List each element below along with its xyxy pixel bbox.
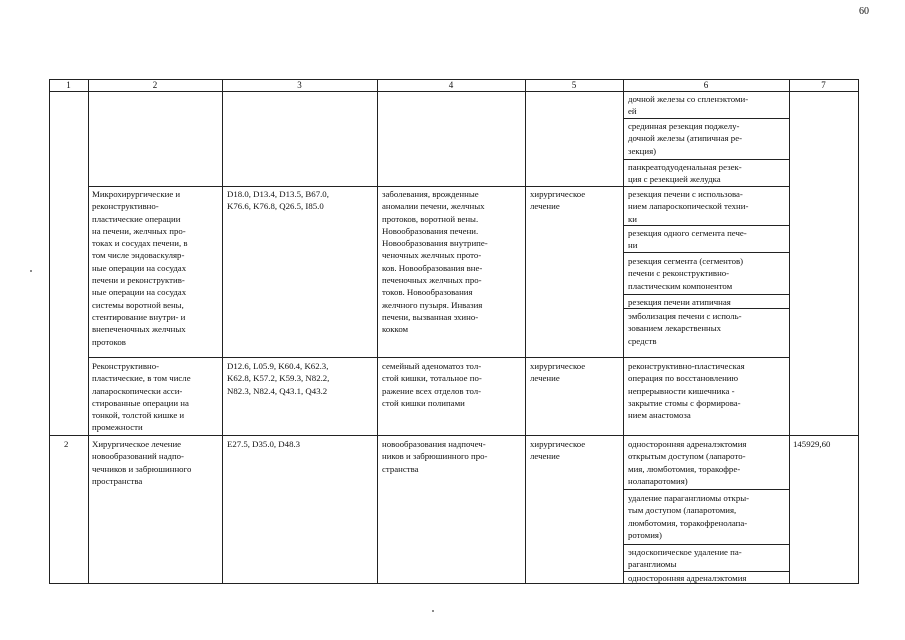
col-border: [49, 79, 50, 584]
scan-dot: [30, 270, 32, 272]
care-type-cell: Микрохирургические и реконструктивно- пластические операции на печени, желчных про- токах и сосудах печени, в том числе эндоваскуляр- ные операции на сосудах печени и реконструктив- ные операции на сосудах системы воротной вены, стентирование внутри- и внепеченочных желчных протоков: [92, 189, 188, 347]
subrow-border: [623, 252, 789, 253]
header-bottom-border: [49, 91, 858, 92]
method-cell: реконструктивно-пластическая операция по восстановлению непрерывности кишечника - закрытие стомы с формирова- нием анастомоза: [628, 361, 745, 421]
treatment-type-cell: хирургическое лечение: [530, 439, 586, 462]
subrow-border: [623, 225, 789, 226]
method-cell: односторонняя адреналэктомия открытым доступом (лапарото- мия, люмботомия, торакофре- нолапаротомия): [628, 439, 747, 486]
col-border: [377, 79, 378, 584]
subrow-border: [623, 294, 789, 295]
col-border: [623, 79, 624, 584]
method-cell: односторонняя адреналэктомия: [628, 573, 747, 583]
method-cell: резекция сегмента (сегментов) печени с реконструктивно- пластическим компонентом: [628, 256, 744, 291]
care-type-cell: Реконструктивно- пластические, в том числе лапароскопически асси- стированные операции на тонкой, толстой кишке и промежности: [92, 361, 191, 433]
col-border: [789, 79, 790, 584]
header-col-2: 2: [152, 80, 158, 90]
method-cell: резекция одного сегмента пече- ни: [628, 228, 747, 251]
col-border: [88, 79, 89, 584]
row-border: [88, 357, 789, 358]
row-border: [88, 186, 789, 187]
row-border: [49, 435, 858, 436]
page-number: 60: [859, 6, 869, 17]
scan-dot: [432, 610, 434, 612]
method-cell: эндоскопическое удаление па- раганглиомы: [628, 547, 742, 570]
header-col-4: 4: [448, 80, 454, 90]
treatment-type-cell: хирургическое лечение: [530, 361, 586, 384]
care-type-cell: Хирургическое лечение новообразований надпо- чечников и забрюшинного пространства: [92, 439, 192, 486]
icd-codes-cell: E27.5, D35.0, D48.3: [227, 439, 301, 449]
icd-codes-cell: D18.0, D13.4, D13.5, B67.0, K76.6, K76.8, Q26.5, I85.0: [227, 189, 329, 212]
treatment-type-cell: хирургическое лечение: [530, 189, 586, 212]
icd-codes-cell: D12.6, L05.9, K60.4, K62.3, K62.8, K57.2, K59.3, N82.2, N82.3, N82.4, Q43.1, Q43.2: [227, 361, 330, 396]
cost-cell: 145929,60: [793, 439, 831, 449]
method-cell: резекция печени с использова- нием лапароскопической техни- ки: [628, 189, 749, 224]
diagnosis-cell: семейный аденоматоз тол- стой кишки, тотальное по- ражение всех отделов тол- стой кишки полипами: [382, 361, 482, 408]
method-cell: дочной железы со спленэктоми- ей: [628, 94, 749, 117]
diagnosis-cell: заболевания, врожденные аномалии печени, желчных протоков, воротной вены. Новообразования печени. Новообразования внутрипе- ченочных желчных прото- ков. Новообразования вне- печеночных желчных про- токов. Новообразования желчного пузыря. Инвазия печени, вызванная эхино- кокком: [382, 189, 488, 335]
subrow-border: [623, 159, 789, 160]
subrow-border: [623, 544, 789, 545]
header-col-1: 1: [66, 80, 71, 90]
header-col-3: 3: [297, 80, 302, 90]
diagnosis-cell: новообразования надпочеч- ников и забрюшинного про- странства: [382, 439, 488, 474]
method-cell: панкреатодуоденальная резек- ция с резекцией желудка: [628, 162, 742, 185]
row-number-cell: 2: [64, 439, 69, 449]
col-border: [858, 79, 859, 584]
header-col-5: 5: [571, 80, 577, 90]
header-col-7: 7: [821, 80, 826, 90]
subrow-border: [623, 118, 789, 119]
method-cell: срединная резекция поджелу- дочной железы (атипичная ре- зекция): [628, 121, 743, 156]
header-col-6: 6: [703, 80, 709, 90]
subrow-border: [623, 489, 789, 490]
col-border: [525, 79, 526, 584]
method-cell: эмболизация печени с исполь- зованием лекарственных средств: [628, 311, 742, 346]
method-cell: резекция печени атипичная: [628, 297, 731, 307]
col-border: [222, 79, 223, 584]
method-cell: удаление параганглиомы откры- тым доступом (лапаротомия, люмботомия, торакофренолапа- ротомия): [628, 493, 750, 540]
